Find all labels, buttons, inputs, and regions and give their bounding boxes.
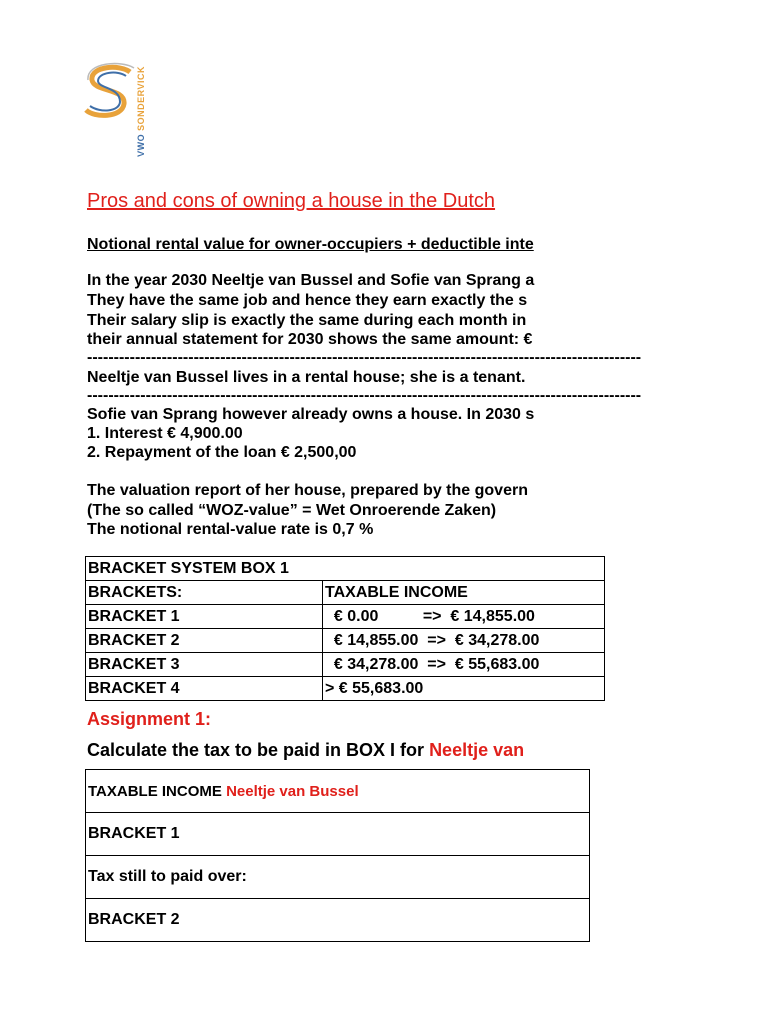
table-row: [86, 629, 605, 653]
table-row[interactable]: [86, 899, 590, 942]
paragraph-line: Their salary slip is exactly the same during each month in: [87, 312, 527, 329]
table-row: [86, 653, 605, 677]
table-row[interactable]: [86, 856, 590, 899]
table-row: [86, 605, 605, 629]
table-cell: BRACKET 1: [86, 605, 323, 629]
answer-table: [85, 769, 590, 942]
table-title: BRACKET SYSTEM BOX 1: [86, 557, 605, 581]
table-header: TAXABLE INCOME: [323, 581, 605, 605]
paragraph-line: They have the same job and hence they earn exactly the s: [87, 292, 528, 309]
subtitle: Notional rental value for owner-occupiers + deductible inte: [87, 236, 534, 253]
table-cell: BRACKET 2: [86, 629, 323, 653]
valuation-line: (The so called “WOZ-value” = Wet Onroerende Zaken): [87, 502, 497, 519]
list-item: 1. Interest € 4,900.00: [87, 425, 243, 442]
table-header: BRACKETS:: [86, 581, 323, 605]
assignment-text: Calculate the tax to be paid in BOX I for Neeltje van: [87, 740, 525, 760]
bracket-table: [85, 556, 605, 701]
tenant-line: Neeltje van Bussel lives in a rental house; she is a tenant.: [87, 369, 526, 386]
assignment-heading: Assignment 1:: [87, 709, 212, 729]
list-item: 2. Repayment of the loan € 2,500,00: [87, 444, 357, 461]
owner-line: Sofie van Sprang however already owns a house. In 2030 s: [87, 406, 535, 423]
valuation-line: The valuation report of her house, prepared by the govern: [87, 482, 528, 499]
table-row: [86, 677, 605, 701]
paragraph-line: In the year 2030 Neeltje van Bussel and Sofie van Sprang a: [87, 272, 535, 289]
paragraph-line: their annual statement for 2030 shows the same amount: €: [87, 331, 533, 348]
valuation-line: The notional rental-value rate is 0,7 %: [87, 521, 374, 538]
table-cell: € 34,278.00 => € 55,683.00: [323, 653, 605, 677]
table-cell: € 0.00 => € 14,855.00: [323, 605, 605, 629]
table-row[interactable]: [86, 813, 590, 856]
table-cell: BRACKET 3: [86, 653, 323, 677]
logo-text: VWO SONDERVICK: [136, 66, 146, 157]
table-cell: € 14,855.00 => € 34,278.00: [323, 629, 605, 653]
table-cell: BRACKET 4: [86, 677, 323, 701]
divider: --------------------------------------------------------------------------------------------------------: [87, 349, 642, 366]
table-cell[interactable]: Tax still to paid over:: [86, 856, 590, 899]
table-cell: > € 55,683.00: [323, 677, 605, 701]
table-row: [86, 770, 590, 813]
table-cell: TAXABLE INCOME Neeltje van Bussel: [86, 770, 590, 813]
table-cell[interactable]: BRACKET 2: [86, 899, 590, 942]
divider: --------------------------------------------------------------------------------------------------------: [87, 387, 642, 404]
page-title: Pros and cons of owning a house in the Dutch: [87, 190, 496, 212]
table-cell[interactable]: BRACKET 1: [86, 813, 590, 856]
